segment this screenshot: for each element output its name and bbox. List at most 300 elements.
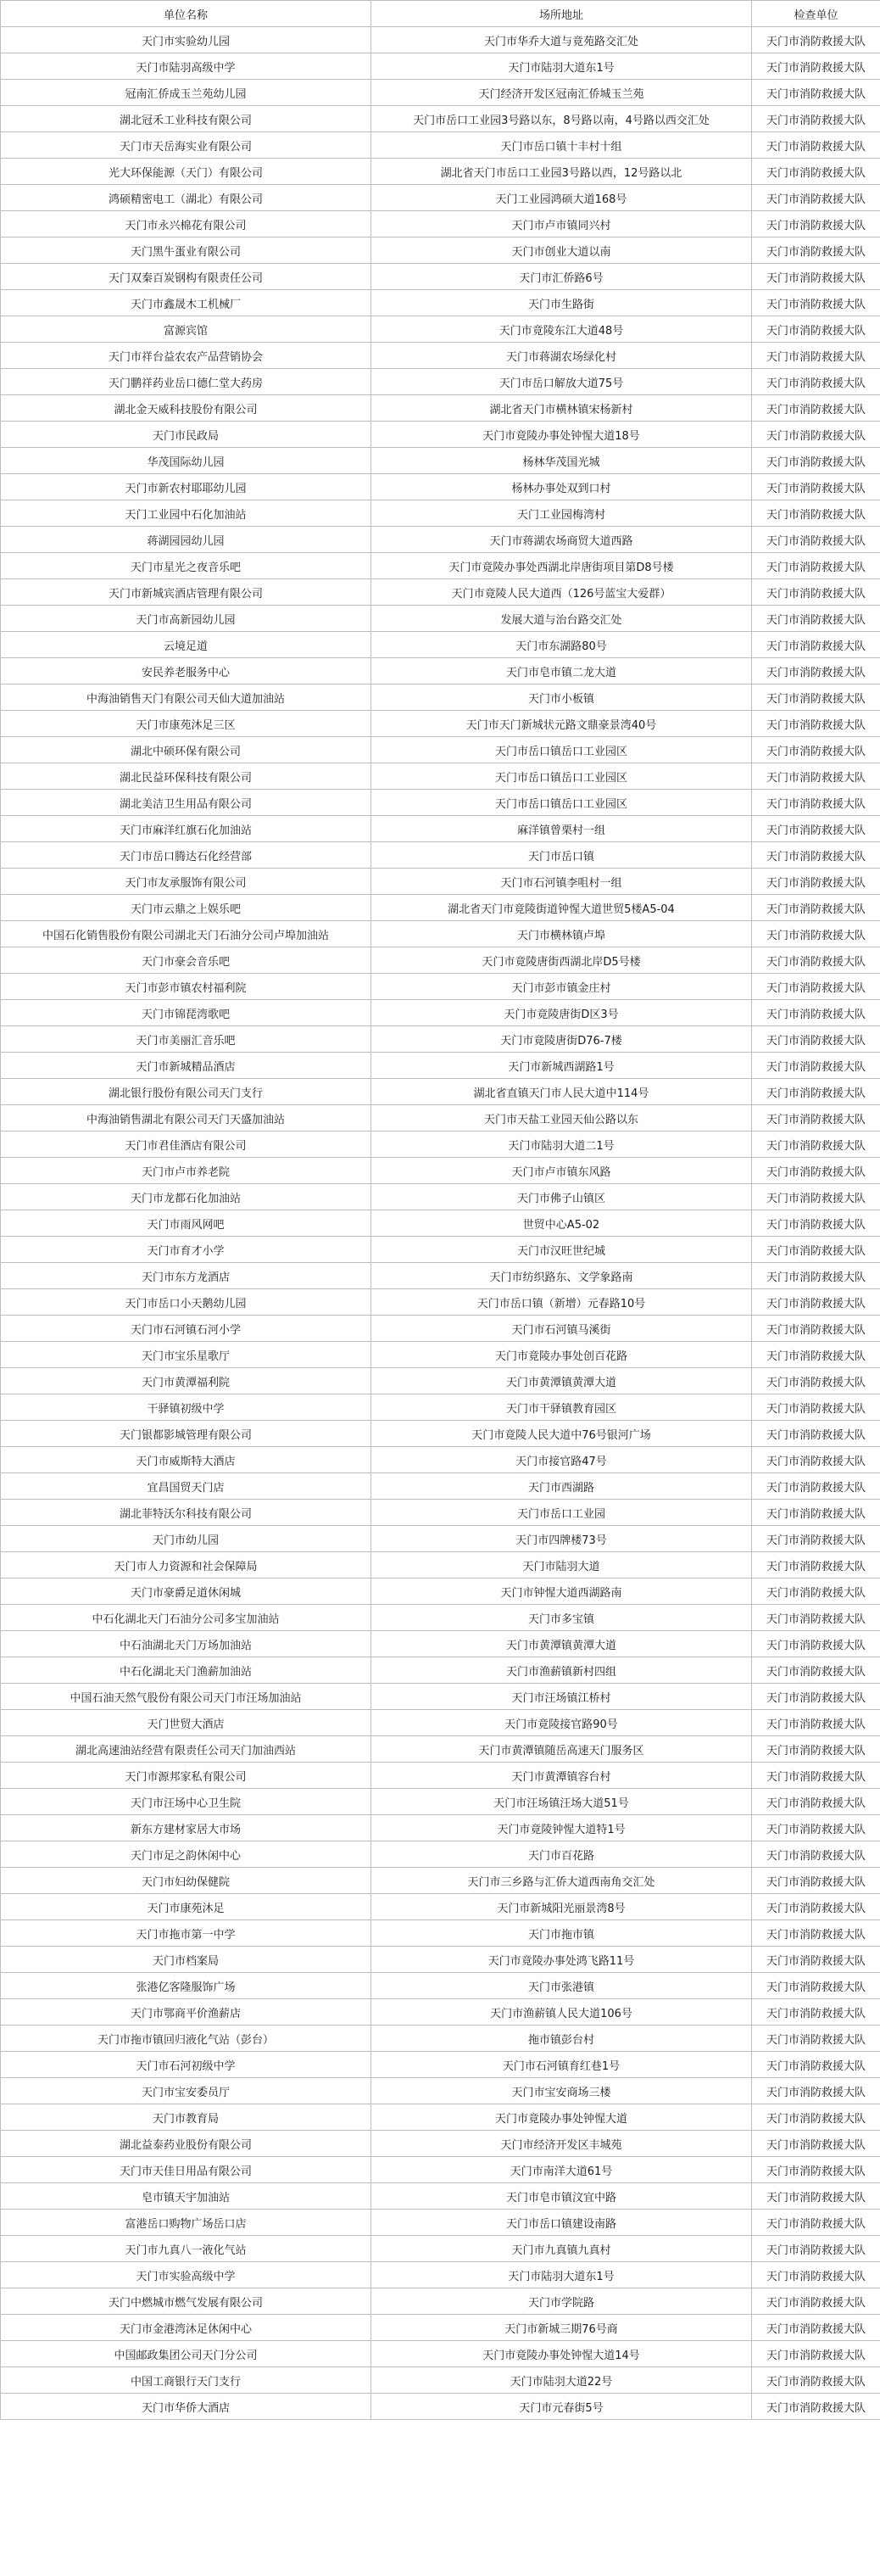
address-cell: 天门市竟陵接官路90号: [371, 1710, 752, 1736]
table-row: [1, 422, 880, 448]
inspector-cell: 天门市消防救援大队: [752, 1999, 880, 2026]
address-cell: 天门市岳口镇: [371, 842, 752, 869]
inspector-cell: 天门市消防救援大队: [752, 1289, 880, 1316]
table-row: [1, 527, 880, 553]
unit-name-cell: 天门市陆羽高级中学: [1, 53, 371, 80]
table-row: [1, 1605, 880, 1631]
table-row: [1, 1552, 880, 1579]
table-row: [1, 658, 880, 685]
address-cell: 天门市岳口解放大道75号: [371, 369, 752, 395]
unit-name-cell: 安民养老服务中心: [1, 658, 371, 685]
unit-name-cell: 天门市九真八一液化气站: [1, 2236, 371, 2262]
unit-name-cell: 天门市豪会音乐吧: [1, 947, 371, 974]
address-cell: 湖北省天门市岳口工业园3号路以西，12号路以北: [371, 159, 752, 185]
table-row: [1, 369, 880, 395]
address-cell: 天门市岳口镇岳口工业园区: [371, 790, 752, 816]
unit-name-cell: 天门市云鼎之上娱乐吧: [1, 895, 371, 921]
address-cell: 天门市佛子山镇区: [371, 1184, 752, 1210]
inspector-cell: 天门市消防救援大队: [752, 1605, 880, 1631]
table-row: [1, 2131, 880, 2157]
table-row: [1, 2236, 880, 2262]
inspector-cell: 天门市消防救援大队: [752, 1763, 880, 1789]
unit-name-cell: 天门市卢市养老院: [1, 1158, 371, 1184]
inspector-cell: 天门市消防救援大队: [752, 53, 880, 80]
inspector-cell: 天门市消防救援大队: [752, 711, 880, 737]
inspector-cell: 天门市消防救援大队: [752, 2367, 880, 2394]
table-row: [1, 842, 880, 869]
address-cell: 天门市蒋湖农场商贸大道西路: [371, 527, 752, 553]
unit-name-cell: 天门市康苑沐足: [1, 1894, 371, 1920]
table-row: [1, 1868, 880, 1894]
address-cell: 天门工业园梅湾村: [371, 500, 752, 527]
inspector-cell: 天门市消防救援大队: [752, 1894, 880, 1920]
inspector-cell: 天门市消防救援大队: [752, 606, 880, 632]
inspector-cell: 天门市消防救援大队: [752, 1237, 880, 1263]
inspector-cell: 天门市消防救援大队: [752, 316, 880, 343]
table-row: [1, 1000, 880, 1026]
unit-name-cell: 天门市美丽汇音乐吧: [1, 1026, 371, 1053]
address-cell: 天门市竟陵办事处鸿飞路11号: [371, 1947, 752, 1973]
address-cell: 天门市竟陵办事处钟惺大道14号: [371, 2341, 752, 2367]
unit-name-cell: 中石油湖北天门万场加油站: [1, 1631, 371, 1657]
inspector-cell: 天门市消防救援大队: [752, 763, 880, 790]
table-row: [1, 1342, 880, 1368]
inspector-cell: 天门市消防救援大队: [752, 1132, 880, 1158]
table-row: [1, 1210, 880, 1237]
inspector-cell: 天门市消防救援大队: [752, 1184, 880, 1210]
inspector-cell: 天门市消防救援大队: [752, 1579, 880, 1605]
unit-name-cell: 天门市雨风网吧: [1, 1210, 371, 1237]
address-cell: 天门市竟陵唐街西湖北岸D5号楼: [371, 947, 752, 974]
table-row: [1, 816, 880, 842]
inspector-cell: 天门市消防救援大队: [752, 1263, 880, 1289]
address-cell: 天门市岳口镇岳口工业园区: [371, 737, 752, 763]
unit-name-cell: 天门市豪爵足道休闲城: [1, 1579, 371, 1605]
address-cell: 天门市黄潭镇黄潭大道: [371, 1631, 752, 1657]
table-row: [1, 1105, 880, 1132]
table-row: [1, 211, 880, 237]
table-row: [1, 53, 880, 80]
inspector-cell: 天门市消防救援大队: [752, 790, 880, 816]
unit-name-cell: 天门双秦百炭钢构有限责任公司: [1, 264, 371, 290]
address-cell: 天门市竟陵办事处西湖北岸唐街项目第D8号楼: [371, 553, 752, 579]
address-cell: 湖北省天门市竟陵街道钟惺大道世贸5楼A5-04: [371, 895, 752, 921]
inspector-cell: 天门市消防救援大队: [752, 211, 880, 237]
table-row: [1, 316, 880, 343]
unit-name-cell: 天门市友承服饰有限公司: [1, 869, 371, 895]
address-cell: 天门市横林镇卢埠: [371, 921, 752, 947]
inspector-cell: 天门市消防救援大队: [752, 1158, 880, 1184]
address-cell: 天门市接官路47号: [371, 1447, 752, 1473]
inspector-cell: 天门市消防救援大队: [752, 1421, 880, 1447]
unit-name-cell: 天门市鑫晟木工机械厂: [1, 290, 371, 316]
unit-name-cell: 天门市育才小学: [1, 1237, 371, 1263]
address-cell: 天门市宝安商场三楼: [371, 2078, 752, 2104]
inspector-cell: 天门市消防救援大队: [752, 685, 880, 711]
unit-name-cell: 干驿镇初级中学: [1, 1394, 371, 1421]
table-row: [1, 1763, 880, 1789]
unit-name-cell: 云境足道: [1, 632, 371, 658]
address-cell: 天门市汉旺世纪城: [371, 1237, 752, 1263]
unit-name-cell: 鸿硕精密电工（湖北）有限公司: [1, 185, 371, 211]
unit-name-cell: 天门市源邦家私有限公司: [1, 1763, 371, 1789]
address-cell: 湖北省直镇天门市人民大道中114号: [371, 1079, 752, 1105]
address-cell: 麻洋镇曾栗村一组: [371, 816, 752, 842]
unit-name-cell: 天门市麻洋红旗石化加油站: [1, 816, 371, 842]
unit-name-cell: 天门市威斯特大酒店: [1, 1447, 371, 1473]
table-row: [1, 264, 880, 290]
table-row: [1, 395, 880, 422]
unit-name-cell: 天门市星光之夜音乐吧: [1, 553, 371, 579]
table-row: [1, 500, 880, 527]
address-cell: 天门市天盐工业园天仙公路以东: [371, 1105, 752, 1132]
inspector-cell: 天门市消防救援大队: [752, 2236, 880, 2262]
table-row: [1, 2210, 880, 2236]
address-cell: 天门市竟陵办事处钟惺大道18号: [371, 422, 752, 448]
table-row: [1, 448, 880, 474]
inspector-cell: 天门市消防救援大队: [752, 842, 880, 869]
unit-name-cell: 天门市档案局: [1, 1947, 371, 1973]
unit-name-cell: 天门市宝安委员厅: [1, 2078, 371, 2104]
address-cell: 杨林华茂国光城: [371, 448, 752, 474]
table-row: [1, 1500, 880, 1526]
address-cell: 天门市岳口镇（新增）元春路10号: [371, 1289, 752, 1316]
address-cell: 世贸中心A5-02: [371, 1210, 752, 1237]
inspector-cell: 天门市消防救援大队: [752, 1053, 880, 1079]
header-unit-name: 单位名称: [1, 1, 371, 27]
table-row: [1, 1263, 880, 1289]
inspector-cell: 天门市消防救援大队: [752, 1000, 880, 1026]
unit-name-cell: 天门市妇幼保健院: [1, 1868, 371, 1894]
table-row: [1, 974, 880, 1000]
unit-name-cell: 天门市黄潭福利院: [1, 1368, 371, 1394]
table-row: [1, 1579, 880, 1605]
unit-name-cell: 天门市石河镇石河小学: [1, 1316, 371, 1342]
unit-name-cell: 湖北美洁卫生用品有限公司: [1, 790, 371, 816]
inspector-cell: 天门市消防救援大队: [752, 632, 880, 658]
table-row: [1, 763, 880, 790]
inspector-cell: 天门市消防救援大队: [752, 1815, 880, 1841]
unit-name-cell: 天门市汪场中心卫生院: [1, 1789, 371, 1815]
address-cell: 天门市张港镇: [371, 1973, 752, 1999]
address-cell: 天门市渔薪镇新村四组: [371, 1657, 752, 1684]
table-row: [1, 2078, 880, 2104]
inspector-cell: 天门市消防救援大队: [752, 658, 880, 685]
inspector-cell: 天门市消防救援大队: [752, 1736, 880, 1763]
address-cell: 天门市新城三期76号商: [371, 2315, 752, 2341]
address-cell: 天门市岳口镇建设南路: [371, 2210, 752, 2236]
table-row: [1, 1184, 880, 1210]
unit-name-cell: 天门市岳口小天鹅幼儿园: [1, 1289, 371, 1316]
unit-name-cell: 皂市镇天宇加油站: [1, 2183, 371, 2210]
address-cell: 天门市黄潭镇黄潭大道: [371, 1368, 752, 1394]
table-row: [1, 185, 880, 211]
table-row: [1, 1394, 880, 1421]
table-row: [1, 1999, 880, 2026]
inspector-cell: 天门市消防救援大队: [752, 2288, 880, 2315]
table-row: [1, 1421, 880, 1447]
table-row: [1, 106, 880, 132]
address-cell: 天门市干驿镇教育园区: [371, 1394, 752, 1421]
address-cell: 发展大道与治台路交汇处: [371, 606, 752, 632]
address-cell: 天门市岳口工业园: [371, 1500, 752, 1526]
inspector-cell: 天门市消防救援大队: [752, 500, 880, 527]
unit-name-cell: 天门市教育局: [1, 2104, 371, 2131]
table-row: [1, 1920, 880, 1947]
address-cell: 拖市镇彭台村: [371, 2026, 752, 2052]
inspector-cell: 天门市消防救援大队: [752, 1342, 880, 1368]
inspector-cell: 天门市消防救援大队: [752, 1473, 880, 1500]
inspector-cell: 天门市消防救援大队: [752, 1973, 880, 1999]
unit-name-cell: 富源宾馆: [1, 316, 371, 343]
inspector-cell: 天门市消防救援大队: [752, 395, 880, 422]
unit-name-cell: 中石化湖北天门石油分公司多宝加油站: [1, 1605, 371, 1631]
unit-name-cell: 天门市实验高级中学: [1, 2262, 371, 2288]
address-cell: 天门市皂市镇汶宜中路: [371, 2183, 752, 2210]
inspector-cell: 天门市消防救援大队: [752, 2315, 880, 2341]
inspector-cell: 天门市消防救援大队: [752, 290, 880, 316]
table-row: [1, 1079, 880, 1105]
unit-name-cell: 天门市祥台益农农产品营销协会: [1, 343, 371, 369]
table-row: [1, 1026, 880, 1053]
address-cell: 天门市东湖路80号: [371, 632, 752, 658]
unit-name-cell: 中国工商银行天门支行: [1, 2367, 371, 2394]
table-row: [1, 632, 880, 658]
table-row: [1, 553, 880, 579]
address-cell: 天门市陆羽大道东1号: [371, 53, 752, 80]
inspector-cell: 天门市消防救援大队: [752, 1841, 880, 1868]
table-row: [1, 1368, 880, 1394]
unit-name-cell: 湖北菲特沃尔科技有限公司: [1, 1500, 371, 1526]
unit-name-cell: 天门市高新园幼儿园: [1, 606, 371, 632]
table-row: [1, 2394, 880, 2420]
table-row: [1, 474, 880, 500]
unit-name-cell: 天门市金港湾沐足休闲中心: [1, 2315, 371, 2341]
table-row: [1, 1841, 880, 1868]
address-cell: 天门市竟陵东江大道48号: [371, 316, 752, 343]
address-cell: 天门工业园鸿硕大道168号: [371, 185, 752, 211]
address-cell: 天门市南洋大道61号: [371, 2157, 752, 2183]
table-row: [1, 1631, 880, 1657]
table-row: [1, 737, 880, 763]
table-row: [1, 685, 880, 711]
table-row: [1, 2157, 880, 2183]
address-cell: 天门市陆羽大道二1号: [371, 1132, 752, 1158]
inspector-cell: 天门市消防救援大队: [752, 1710, 880, 1736]
inspector-cell: 天门市消防救援大队: [752, 422, 880, 448]
address-cell: 天门市小板镇: [371, 685, 752, 711]
table-row: [1, 947, 880, 974]
table-row: [1, 159, 880, 185]
unit-name-cell: 天门市康苑沐足三区: [1, 711, 371, 737]
header-address: 场所地址: [371, 1, 752, 27]
inspector-cell: 天门市消防救援大队: [752, 2183, 880, 2210]
table-row: [1, 80, 880, 106]
inspector-cell: 天门市消防救援大队: [752, 1368, 880, 1394]
header-inspector: 检查单位: [752, 1, 880, 27]
table-row: [1, 2367, 880, 2394]
inspector-cell: 天门市消防救援大队: [752, 1631, 880, 1657]
unit-name-cell: 中海油销售天门有限公司天仙大道加油站: [1, 685, 371, 711]
unit-name-cell: 天门市人力资源和社会保障局: [1, 1552, 371, 1579]
inspector-cell: 天门市消防救援大队: [752, 159, 880, 185]
address-cell: 天门市渔薪镇人民大道106号: [371, 1999, 752, 2026]
unit-name-cell: 光大环保能源（天门）有限公司: [1, 159, 371, 185]
inspector-cell: 天门市消防救援大队: [752, 2078, 880, 2104]
inspector-cell: 天门市消防救援大队: [752, 2394, 880, 2420]
table-row: [1, 895, 880, 921]
inspector-cell: 天门市消防救援大队: [752, 2131, 880, 2157]
unit-name-cell: 天门市民政局: [1, 422, 371, 448]
unit-name-cell: 天门工业园中石化加油站: [1, 500, 371, 527]
table-row: [1, 1710, 880, 1736]
unit-name-cell: 宜昌国贸天门店: [1, 1473, 371, 1500]
inspector-cell: 天门市消防救援大队: [752, 474, 880, 500]
table-row: [1, 1447, 880, 1473]
table-row: [1, 2262, 880, 2288]
table-row: [1, 2026, 880, 2052]
table-row: [1, 1526, 880, 1552]
address-cell: 天门市竟陵钟惺大道特1号: [371, 1815, 752, 1841]
table-row: [1, 1684, 880, 1710]
table-row: [1, 2288, 880, 2315]
unit-name-cell: 中石化湖北天门渔薪加油站: [1, 1657, 371, 1684]
unit-name-cell: 湖北高速油站经营有限责任公司天门加油西站: [1, 1736, 371, 1763]
inspector-cell: 天门市消防救援大队: [752, 1500, 880, 1526]
address-cell: 天门市竟陵人民大道中76号银河广场: [371, 1421, 752, 1447]
address-cell: 天门市经济开发区丰城苑: [371, 2131, 752, 2157]
address-cell: 天门市多宝镇: [371, 1605, 752, 1631]
address-cell: 天门市创业大道以南: [371, 237, 752, 264]
inspector-cell: 天门市消防救援大队: [752, 1447, 880, 1473]
unit-name-cell: 湖北中硕环保有限公司: [1, 737, 371, 763]
unit-name-cell: 天门市新城宾酒店管理有限公司: [1, 579, 371, 606]
unit-name-cell: 中国邮政集团公司天门分公司: [1, 2341, 371, 2367]
unit-name-cell: 天门市石河初级中学: [1, 2052, 371, 2078]
table-row: [1, 790, 880, 816]
table-row: [1, 1132, 880, 1158]
address-cell: 天门市蒋湖农场绿化村: [371, 343, 752, 369]
inspector-cell: 天门市消防救援大队: [752, 816, 880, 842]
inspector-cell: 天门市消防救援大队: [752, 895, 880, 921]
inspector-cell: 天门市消防救援大队: [752, 2157, 880, 2183]
inspector-cell: 天门市消防救援大队: [752, 921, 880, 947]
unit-name-cell: 天门市新农村耶耶幼儿园: [1, 474, 371, 500]
address-cell: 天门市汪场镇汪场大道51号: [371, 1789, 752, 1815]
table-row: [1, 921, 880, 947]
inspector-cell: 天门市消防救援大队: [752, 869, 880, 895]
inspector-cell: 天门市消防救援大队: [752, 737, 880, 763]
address-cell: 天门市彭市镇金庄村: [371, 974, 752, 1000]
unit-name-cell: 天门市拖市第一中学: [1, 1920, 371, 1947]
address-cell: 杨林办事处双到口村: [371, 474, 752, 500]
address-cell: 天门市纺织路东、文学象路南: [371, 1263, 752, 1289]
address-cell: 天门市元春街5号: [371, 2394, 752, 2420]
table-row: [1, 27, 880, 53]
table-row: [1, 869, 880, 895]
table-row: [1, 2183, 880, 2210]
address-cell: 天门市学院路: [371, 2288, 752, 2315]
address-cell: 天门市卢市镇东风路: [371, 1158, 752, 1184]
inspector-cell: 天门市消防救援大队: [752, 448, 880, 474]
inspector-cell: 天门市消防救援大队: [752, 1316, 880, 1342]
table-row: [1, 1736, 880, 1763]
table-row: [1, 1789, 880, 1815]
table-row: [1, 1237, 880, 1263]
address-cell: 天门市三乡路与汇侨大道西南角交汇处: [371, 1868, 752, 1894]
unit-name-cell: 富港岳口购物广场岳口店: [1, 2210, 371, 2236]
address-cell: 天门经济开发区冠南汇侨城玉兰苑: [371, 80, 752, 106]
unit-name-cell: 天门市幼儿园: [1, 1526, 371, 1552]
table-row: [1, 237, 880, 264]
unit-name-cell: 华茂国际幼儿园: [1, 448, 371, 474]
table-row: [1, 1947, 880, 1973]
table-row: [1, 2052, 880, 2078]
table-row: [1, 1473, 880, 1500]
inspector-cell: 天门市消防救援大队: [752, 237, 880, 264]
inspector-cell: 天门市消防救援大队: [752, 974, 880, 1000]
address-cell: 天门市黄潭镇随岳高速天门服务区: [371, 1736, 752, 1763]
unit-name-cell: 湖北益泰药业股份有限公司: [1, 2131, 371, 2157]
table-row: [1, 2104, 880, 2131]
inspector-cell: 天门市消防救援大队: [752, 27, 880, 53]
unit-name-cell: 湖北民益环保科技有限公司: [1, 763, 371, 790]
unit-name-cell: 天门市足之韵休闲中心: [1, 1841, 371, 1868]
table-row: [1, 1815, 880, 1841]
table-row: [1, 1973, 880, 1999]
inspector-cell: 天门市消防救援大队: [752, 2210, 880, 2236]
address-cell: 天门市新城西湖路1号: [371, 1053, 752, 1079]
address-cell: 湖北省天门市横林镇宋杨新村: [371, 395, 752, 422]
unit-name-cell: 天门市君佳酒店有限公司: [1, 1132, 371, 1158]
table-row: [1, 1657, 880, 1684]
address-cell: 天门市拖市镇: [371, 1920, 752, 1947]
inspector-cell: 天门市消防救援大队: [752, 1394, 880, 1421]
inspector-cell: 天门市消防救援大队: [752, 1552, 880, 1579]
inspector-cell: 天门市消防救援大队: [752, 80, 880, 106]
address-cell: 天门市竟陵办事处创百花路: [371, 1342, 752, 1368]
unit-name-cell: 天门市锦琵湾歌吧: [1, 1000, 371, 1026]
inspector-cell: 天门市消防救援大队: [752, 1657, 880, 1684]
table-row: [1, 1316, 880, 1342]
address-cell: 天门市石河镇马溪街: [371, 1316, 752, 1342]
table-row: [1, 1053, 880, 1079]
inspector-cell: 天门市消防救援大队: [752, 553, 880, 579]
address-cell: 天门市新城阳光丽景湾8号: [371, 1894, 752, 1920]
address-cell: 天门市生路街: [371, 290, 752, 316]
inspector-cell: 天门市消防救援大队: [752, 369, 880, 395]
address-cell: 天门市岳口工业园3号路以东，8号路以南，4号路以西交汇处: [371, 106, 752, 132]
table-row: [1, 2315, 880, 2341]
header-row: [1, 1, 880, 27]
unit-name-cell: 蒋湖园园幼儿园: [1, 527, 371, 553]
unit-name-cell: 天门市华侨大酒店: [1, 2394, 371, 2420]
inspector-cell: 天门市消防救援大队: [752, 1105, 880, 1132]
table-row: [1, 606, 880, 632]
inspector-cell: 天门市消防救援大队: [752, 1526, 880, 1552]
inspector-cell: 天门市消防救援大队: [752, 2262, 880, 2288]
unit-name-cell: 中国石油天然气股份有限公司天门市汪场加油站: [1, 1684, 371, 1710]
inspector-cell: 天门市消防救援大队: [752, 1079, 880, 1105]
address-cell: 天门市竟陵人民大道西（126号蓝宝大爱群）: [371, 579, 752, 606]
unit-name-cell: 天门世贸大酒店: [1, 1710, 371, 1736]
address-cell: 天门市岳口镇十丰村十组: [371, 132, 752, 159]
inspector-cell: 天门市消防救援大队: [752, 527, 880, 553]
table-row: [1, 343, 880, 369]
address-cell: 天门市竟陵唐街D76-7楼: [371, 1026, 752, 1053]
unit-name-cell: 天门市永兴棉花有限公司: [1, 211, 371, 237]
inspector-cell: 天门市消防救援大队: [752, 2052, 880, 2078]
